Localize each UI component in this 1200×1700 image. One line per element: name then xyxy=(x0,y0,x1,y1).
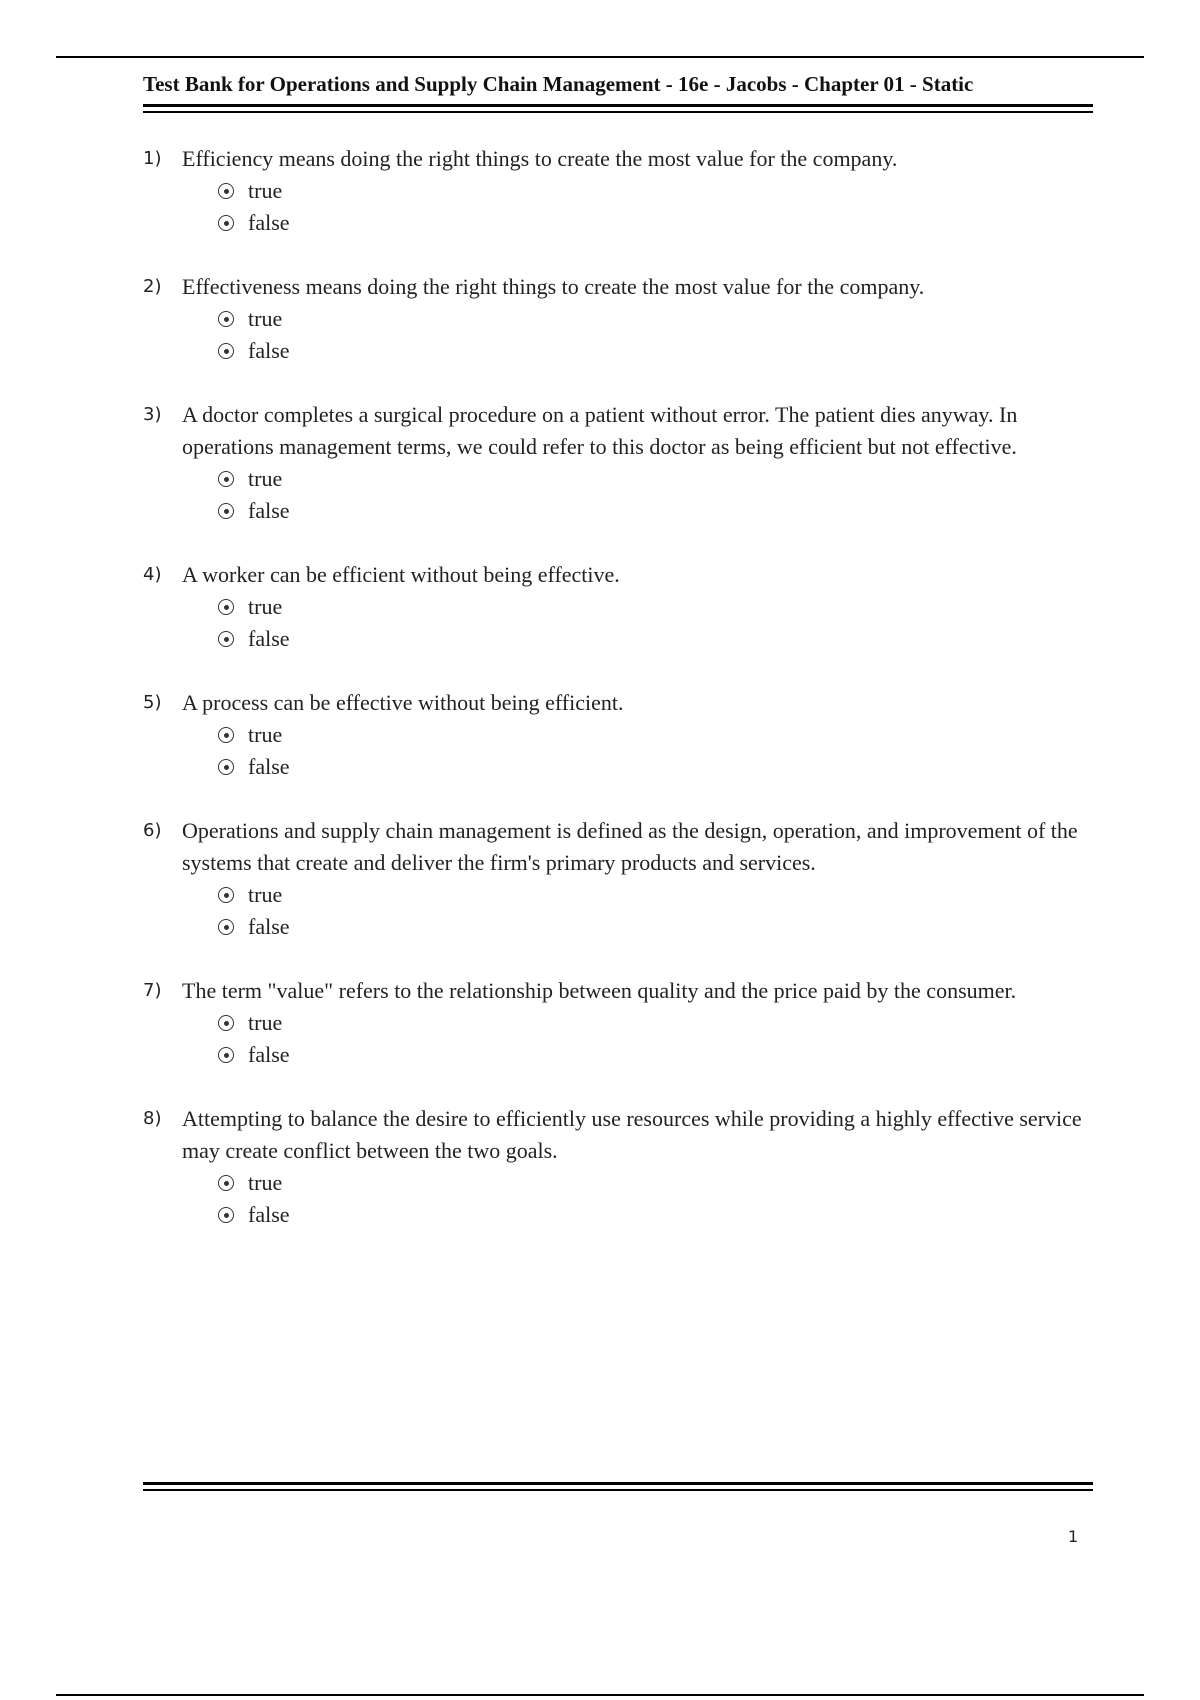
question-5 xyxy=(143,687,1093,783)
radio-button-icon[interactable] xyxy=(218,311,234,327)
option-label: true xyxy=(248,882,283,907)
option-false[interactable] xyxy=(218,623,1093,655)
option-label: false xyxy=(248,626,290,651)
option-label: true xyxy=(248,594,283,619)
page-top-rule xyxy=(56,56,1144,58)
option-label: true xyxy=(248,306,283,331)
page-number: 1 xyxy=(1068,1527,1079,1546)
footer-double-rule xyxy=(143,1482,1093,1491)
question-text: Operations and supply chain management is defined as the design, operation, and improvement of the systems that create and deliver the firm's primary products and services. xyxy=(182,818,1078,875)
option-label: false xyxy=(248,754,290,779)
question-7 xyxy=(143,975,1093,1071)
option-false[interactable] xyxy=(218,751,1093,783)
option-true[interactable] xyxy=(218,719,1093,751)
answer-options xyxy=(218,1007,1093,1071)
option-true[interactable] xyxy=(218,303,1093,335)
header-double-rule xyxy=(143,104,1093,113)
radio-button-icon[interactable] xyxy=(218,727,234,743)
question-number: 8) xyxy=(143,1108,162,1129)
answer-options xyxy=(218,719,1093,783)
radio-button-icon[interactable] xyxy=(218,215,234,231)
answer-options xyxy=(218,463,1093,527)
radio-button-icon[interactable] xyxy=(218,919,234,935)
option-label: true xyxy=(248,466,283,491)
answer-options xyxy=(218,175,1093,239)
question-number: 5) xyxy=(143,692,162,713)
option-label: true xyxy=(248,1010,283,1035)
question-4 xyxy=(143,559,1093,655)
option-label: false xyxy=(248,1042,290,1067)
radio-button-icon[interactable] xyxy=(218,1047,234,1063)
document-header-title: Test Bank for Operations and Supply Chain Management - 16e - Jacobs - Chapter 01 - Static xyxy=(143,72,974,96)
question-number: 4) xyxy=(143,564,162,585)
question-number: 1) xyxy=(143,148,162,169)
radio-button-icon[interactable] xyxy=(218,503,234,519)
option-true[interactable] xyxy=(218,1007,1093,1039)
question-text: A doctor completes a surgical procedure on a patient without error. The patient dies anyway. In operations management terms, we could refer to this doctor as being efficient but not effective. xyxy=(182,402,1018,459)
question-3 xyxy=(143,399,1093,527)
question-number: 7) xyxy=(143,980,162,1001)
radio-button-icon[interactable] xyxy=(218,887,234,903)
question-list xyxy=(143,143,1093,1263)
option-false[interactable] xyxy=(218,1039,1093,1071)
question-8 xyxy=(143,1103,1093,1231)
option-label: false xyxy=(248,210,290,235)
question-text: A worker can be efficient without being effective. xyxy=(182,562,620,587)
radio-button-icon[interactable] xyxy=(218,1207,234,1223)
radio-button-icon[interactable] xyxy=(218,471,234,487)
option-label: true xyxy=(248,722,283,747)
option-true[interactable] xyxy=(218,463,1093,495)
radio-button-icon[interactable] xyxy=(218,599,234,615)
question-number: 2) xyxy=(143,276,162,297)
question-text: A process can be effective without being efficient. xyxy=(182,690,624,715)
option-true[interactable] xyxy=(218,879,1093,911)
page-bottom-rule xyxy=(56,1694,1144,1696)
option-false[interactable] xyxy=(218,1199,1093,1231)
option-false[interactable] xyxy=(218,335,1093,367)
option-true[interactable] xyxy=(218,591,1093,623)
question-1 xyxy=(143,143,1093,239)
question-6 xyxy=(143,815,1093,943)
radio-button-icon[interactable] xyxy=(218,631,234,647)
question-text: The term "value" refers to the relationship between quality and the price paid by the consumer. xyxy=(182,978,1017,1003)
question-number: 3) xyxy=(143,404,162,425)
option-label: false xyxy=(248,338,290,363)
option-label: false xyxy=(248,498,290,523)
option-false[interactable] xyxy=(218,911,1093,943)
answer-options xyxy=(218,1167,1093,1231)
option-label: false xyxy=(248,914,290,939)
question-text: Efficiency means doing the right things to create the most value for the company. xyxy=(182,146,898,171)
answer-options xyxy=(218,303,1093,367)
question-text: Effectiveness means doing the right things to create the most value for the company. xyxy=(182,274,925,299)
radio-button-icon[interactable] xyxy=(218,183,234,199)
radio-button-icon[interactable] xyxy=(218,759,234,775)
answer-options xyxy=(218,591,1093,655)
radio-button-icon[interactable] xyxy=(218,1015,234,1031)
radio-button-icon[interactable] xyxy=(218,1175,234,1191)
option-false[interactable] xyxy=(218,207,1093,239)
question-text: Attempting to balance the desire to efficiently use resources while providing a highly effective service may create conflict between the two goals. xyxy=(182,1106,1082,1163)
answer-options xyxy=(218,879,1093,943)
radio-button-icon[interactable] xyxy=(218,343,234,359)
option-label: true xyxy=(248,178,283,203)
option-label: false xyxy=(248,1202,290,1227)
option-false[interactable] xyxy=(218,495,1093,527)
question-number: 6) xyxy=(143,820,162,841)
option-label: true xyxy=(248,1170,283,1195)
option-true[interactable] xyxy=(218,1167,1093,1199)
option-true[interactable] xyxy=(218,175,1093,207)
question-2 xyxy=(143,271,1093,367)
